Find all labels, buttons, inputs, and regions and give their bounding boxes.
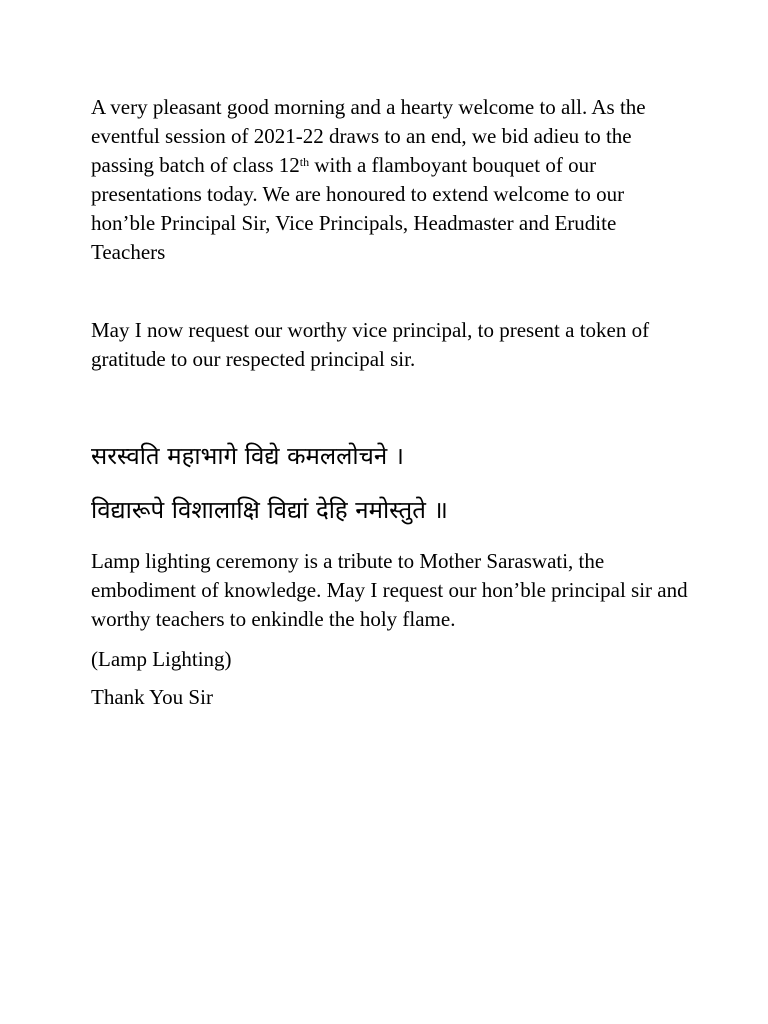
lamp-lighting-paragraph: Lamp lighting ceremony is a tribute to Mother Saraswati, the embodiment of knowledge. May I request our hon’ble principal sir and worthy teachers to enkindle the holy flame. [91,549,688,631]
welcome-text-part2: with a flamboyant bouquet of our presentations today. We are honoured to extend welcome to our hon’ble Principal Sir, Vice Principals, Headmaster and Erudite Teachers [91,153,625,264]
sanskrit-verse-line-1: सरस्वति महाभागे विद्ये कमललोचने । [91,442,404,470]
welcome-text-part1: A very pleasant good morning and a hearty welcome to all. As the eventful session of 2021-22 draws to an end, we bid adieu to the passing batch of class 12 [91,95,646,177]
welcome-superscript: th [299,155,310,169]
vice-principal-request-paragraph: May I now request our worthy vice principal, to present a token of gratitude to our respected principal sir. [91,318,650,371]
lamp-lighting-note: (Lamp Lighting) [91,647,232,671]
welcome-paragraph [91,93,691,267]
sanskrit-verse-line-2: विद्यारूपे विशालाक्षि विद्यां देहि नमोस्तुते ॥ [91,496,448,524]
closing-text: Thank You Sir [91,685,213,709]
